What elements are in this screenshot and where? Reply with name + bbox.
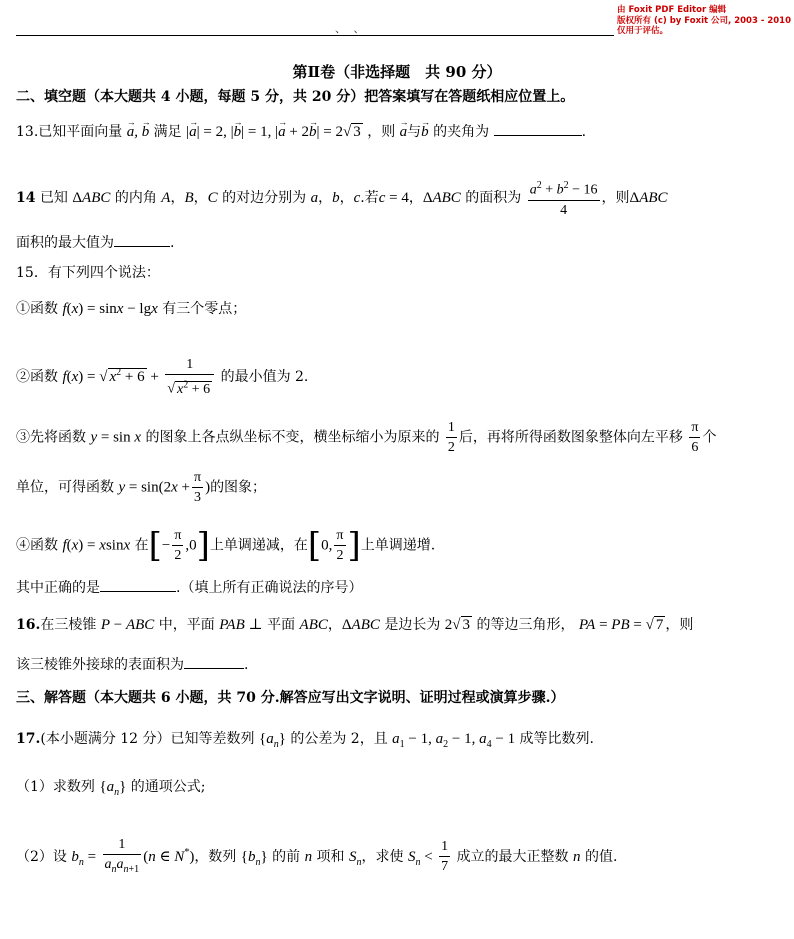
q15-s3-line2a: 单位，可得函数 xyxy=(16,479,114,496)
q15-s4-neg-pi-over-2: $\frac{\pi}{2}$ xyxy=(174,528,182,563)
q16-number: 16. xyxy=(16,617,41,633)
q14-text-6: 的面积为 xyxy=(465,189,522,206)
header-rule xyxy=(16,35,614,36)
q15-s3-line2b: 的图象； xyxy=(210,479,267,496)
q17-text-3: 成等比数列. xyxy=(519,731,594,747)
q17-p2-text-c: 的前 xyxy=(272,848,301,865)
q15-s3-end: 个 xyxy=(702,429,717,446)
q17-part-1: （1）求数列 $\{a_n\}$ 的通项公式; xyxy=(16,779,206,798)
q15-statement-2: ②函数 f(x) = √ $x^2 + 6$ + $\frac{1}{√ x^2 + 6}$ 的最小值为 2. xyxy=(16,357,309,397)
q15-s3-prefix: ③先将函数 xyxy=(16,429,86,446)
q17-number: 17. xyxy=(16,731,41,747)
q17-p2-text-e: ，求使 xyxy=(361,848,404,865)
q17-text-1: (本小题满分 12 分）已知等差数列 xyxy=(40,731,255,747)
watermark-line-3: 仅用于评估。 xyxy=(617,26,669,36)
q15-s2-prefix: ②函数 xyxy=(16,368,58,385)
q15-s4-mid: 在 xyxy=(134,537,149,554)
q15-s4-mid2: 上单调递减，在 xyxy=(209,537,308,554)
q16-answer-blank[interactable] xyxy=(184,654,244,669)
q15-s3-half: $\frac{1}{2}$ xyxy=(447,420,455,455)
q16-text-2: 中，平面 xyxy=(158,617,215,633)
q13-vectors: → a, → b xyxy=(127,124,150,140)
header-ticks: 、 、 xyxy=(335,22,367,35)
q14-text-3: 的对边分别为 xyxy=(222,189,307,206)
section-3-heading: 三、解答题（本大题共 6 小题，共 70 分.解答应写出文字说明、证明过程或演算步骤.） xyxy=(16,690,565,706)
q13-and: 与 xyxy=(407,124,422,140)
q14-text-5: ， xyxy=(408,189,423,206)
q16-text-5: 是边长为 xyxy=(384,617,441,633)
q16-text-7: ，则 xyxy=(665,617,694,633)
question-16: 16.在三棱锥 P − ABC 中，平面 PAB ⊥ 平面 ABC，ΔABC 是边长为 2√ 3 的等边三角形， PA = PB = √ 7 ，则 xyxy=(16,617,694,633)
q17-p2-text-b: ，数列 xyxy=(194,848,237,865)
q17-one-seventh: $\frac{1}{7}$ xyxy=(441,839,449,875)
q16-text-4: ， xyxy=(327,617,342,633)
q15-s2-tail: 的最小值为 2. xyxy=(220,368,309,385)
section-2-heading: 二、填空题（本大题共 4 小题，每题 5 分，共 20 分）把答案填写在答题纸相应位置上。 xyxy=(16,89,575,105)
question-13: 13.已知平面向量 → a, → b 满足 |→ a| = 2, |→ b| = 1, |→ a + 2→ b| = 2√ 3 ，则 → a与→ b 的夹角为 . xyxy=(16,121,586,142)
question-14-line-2: 面积的最大值为 . xyxy=(16,232,174,253)
q17-p1-text-a: （1）求数列 xyxy=(16,779,95,795)
q13-mid: 满足 xyxy=(153,124,182,140)
q14-text-1: 已知 xyxy=(39,189,68,206)
q13-conditions: |→ a| = 2, |→ b| = 1, |→ a + 2→ b| = 2√ 3 xyxy=(186,124,363,140)
q16-text-3: 平面 xyxy=(267,617,296,633)
question-14: 14 已知 ΔABC 的内角 A，B，C 的对边分别为 a，b，c.若c = 4，ΔABC 的面积为 $\frac{a^2 + b^2 - 16}{4}$ ，则ΔABC xyxy=(16,176,668,220)
q15-answer-tail: .（填上所有正确说法的序号） xyxy=(176,580,363,596)
q17-p2-text-a: （2）设 xyxy=(16,848,67,865)
question-17: 17.(本小题满分 12 分）已知等差数列 $\{a_n\}$ 的公差为 2，且 $a_1 - 1$, $a_2 - 1$, $a_4 - 1$ 成等比数列. xyxy=(16,731,594,750)
q14-line-2-text: 面积的最大值为 xyxy=(16,235,114,251)
q15-s4-pi-over-2: $\frac{\pi}{2}$ xyxy=(336,528,344,563)
q14-text-7: ，则 xyxy=(601,189,630,206)
q15-statement-4: ④函数 f(x) = xsinx 在[− $\frac{\pi}{2}$ ,0]上单调递减，在[0, $\frac{\pi}{2}$ ]上单调递增. xyxy=(16,525,436,566)
q15-s4-prefix: ④函数 xyxy=(16,537,58,554)
q14-number: 14 xyxy=(16,189,36,206)
question-15-intro: 15．有下列四个说法： xyxy=(16,265,160,281)
q15-s1-tail: 有三个零点； xyxy=(162,301,247,317)
q13-prefix: 13.已知平面向量 xyxy=(16,124,123,140)
q14-area-fraction: $\frac{a^2 + b^2 - 16}{4}$ xyxy=(528,176,600,220)
q16-text-6: 的等边三角形， xyxy=(476,617,575,633)
q15-s2-fraction: $\frac{1}{√ x^2 + 6}$ xyxy=(165,355,214,399)
q15-s3-pi-over-6: $\frac{\pi}{6}$ xyxy=(691,420,699,455)
q17-p2-text-d: 项和 xyxy=(316,848,345,865)
q15-s3-mid2: 后，再将所得函数图象整体向左平移 xyxy=(458,429,683,446)
q17-p1-text-b: 的通项公式; xyxy=(130,779,206,795)
q15-answer-line xyxy=(16,577,362,598)
q15-statement-1: ①函数 f(x) = sinx − lgx 有三个零点； xyxy=(16,301,247,317)
q13-answer-blank[interactable] xyxy=(494,121,582,136)
q15-s4-end: 上单调递增. xyxy=(360,537,436,554)
question-16-line-2: 该三棱锥外接球的表面积为 . xyxy=(16,654,248,675)
q13-tail: ，则 xyxy=(367,124,396,140)
q17-bn-fraction: $\frac{1}{a_na_{n+1}}$ xyxy=(104,837,140,875)
q14-text-2: 的内角 xyxy=(114,189,157,206)
q13-end: 的夹角为 xyxy=(433,124,490,140)
q16-line-2-text: 该三棱锥外接球的表面积为 xyxy=(16,657,184,673)
watermark-line-1: 由 Foxit PDF Editor 编辑 xyxy=(617,5,727,15)
q15-answer-blank[interactable] xyxy=(100,577,176,592)
watermark-line-2: 版权所有 (c) by Foxit 公司, 2003 - 2010 xyxy=(617,15,791,26)
q15-s3-pi-over-3: $\frac{\pi}{3}$ xyxy=(193,470,202,505)
q16-text-1: 在三棱锥 xyxy=(40,617,97,633)
q14-answer-blank[interactable] xyxy=(114,232,170,247)
q15-s1-prefix: ①函数 xyxy=(16,301,58,317)
q17-p2-text-g: 的值. xyxy=(584,848,618,865)
q15-statement-3-line-2: 单位，可得函数 y = sin(2x + $\frac{\pi}{3}$ )的图象； xyxy=(16,470,267,505)
q15-s3-mid: 的图象上各点纵坐标不变，横坐标缩小为原来的 xyxy=(145,429,440,446)
q14-text-4: .若 xyxy=(360,189,379,206)
q17-p2-text-f: 成立的最大正整数 xyxy=(456,848,569,865)
part-title: 第Ⅱ卷（非选择题 共 90 分） xyxy=(292,63,502,81)
foxit-watermark xyxy=(617,5,792,37)
q15-answer-prompt: 其中正确的是 xyxy=(16,580,100,596)
q17-part-2: （2）设 $b_n$ = $\frac{1}{a_na_{n+1}}$ (n ∈ N*)，数列 $\{b_n\}$ 的前 n 项和 $S_n$，求使 $S_n$ < $\frac{1}{7}$ 成立的最大正整数 n 的值. xyxy=(16,835,617,879)
q17-text-2: 的公差为 2，且 xyxy=(290,731,388,747)
q15-statement-3: ③先将函数 y = sin x 的图象上各点纵坐标不变，横坐标缩小为原来的 $\frac{1}{2}$ 后，再将所得函数图象整体向左平移 $\frac{\pi}{6}$ 个 xyxy=(16,420,717,455)
